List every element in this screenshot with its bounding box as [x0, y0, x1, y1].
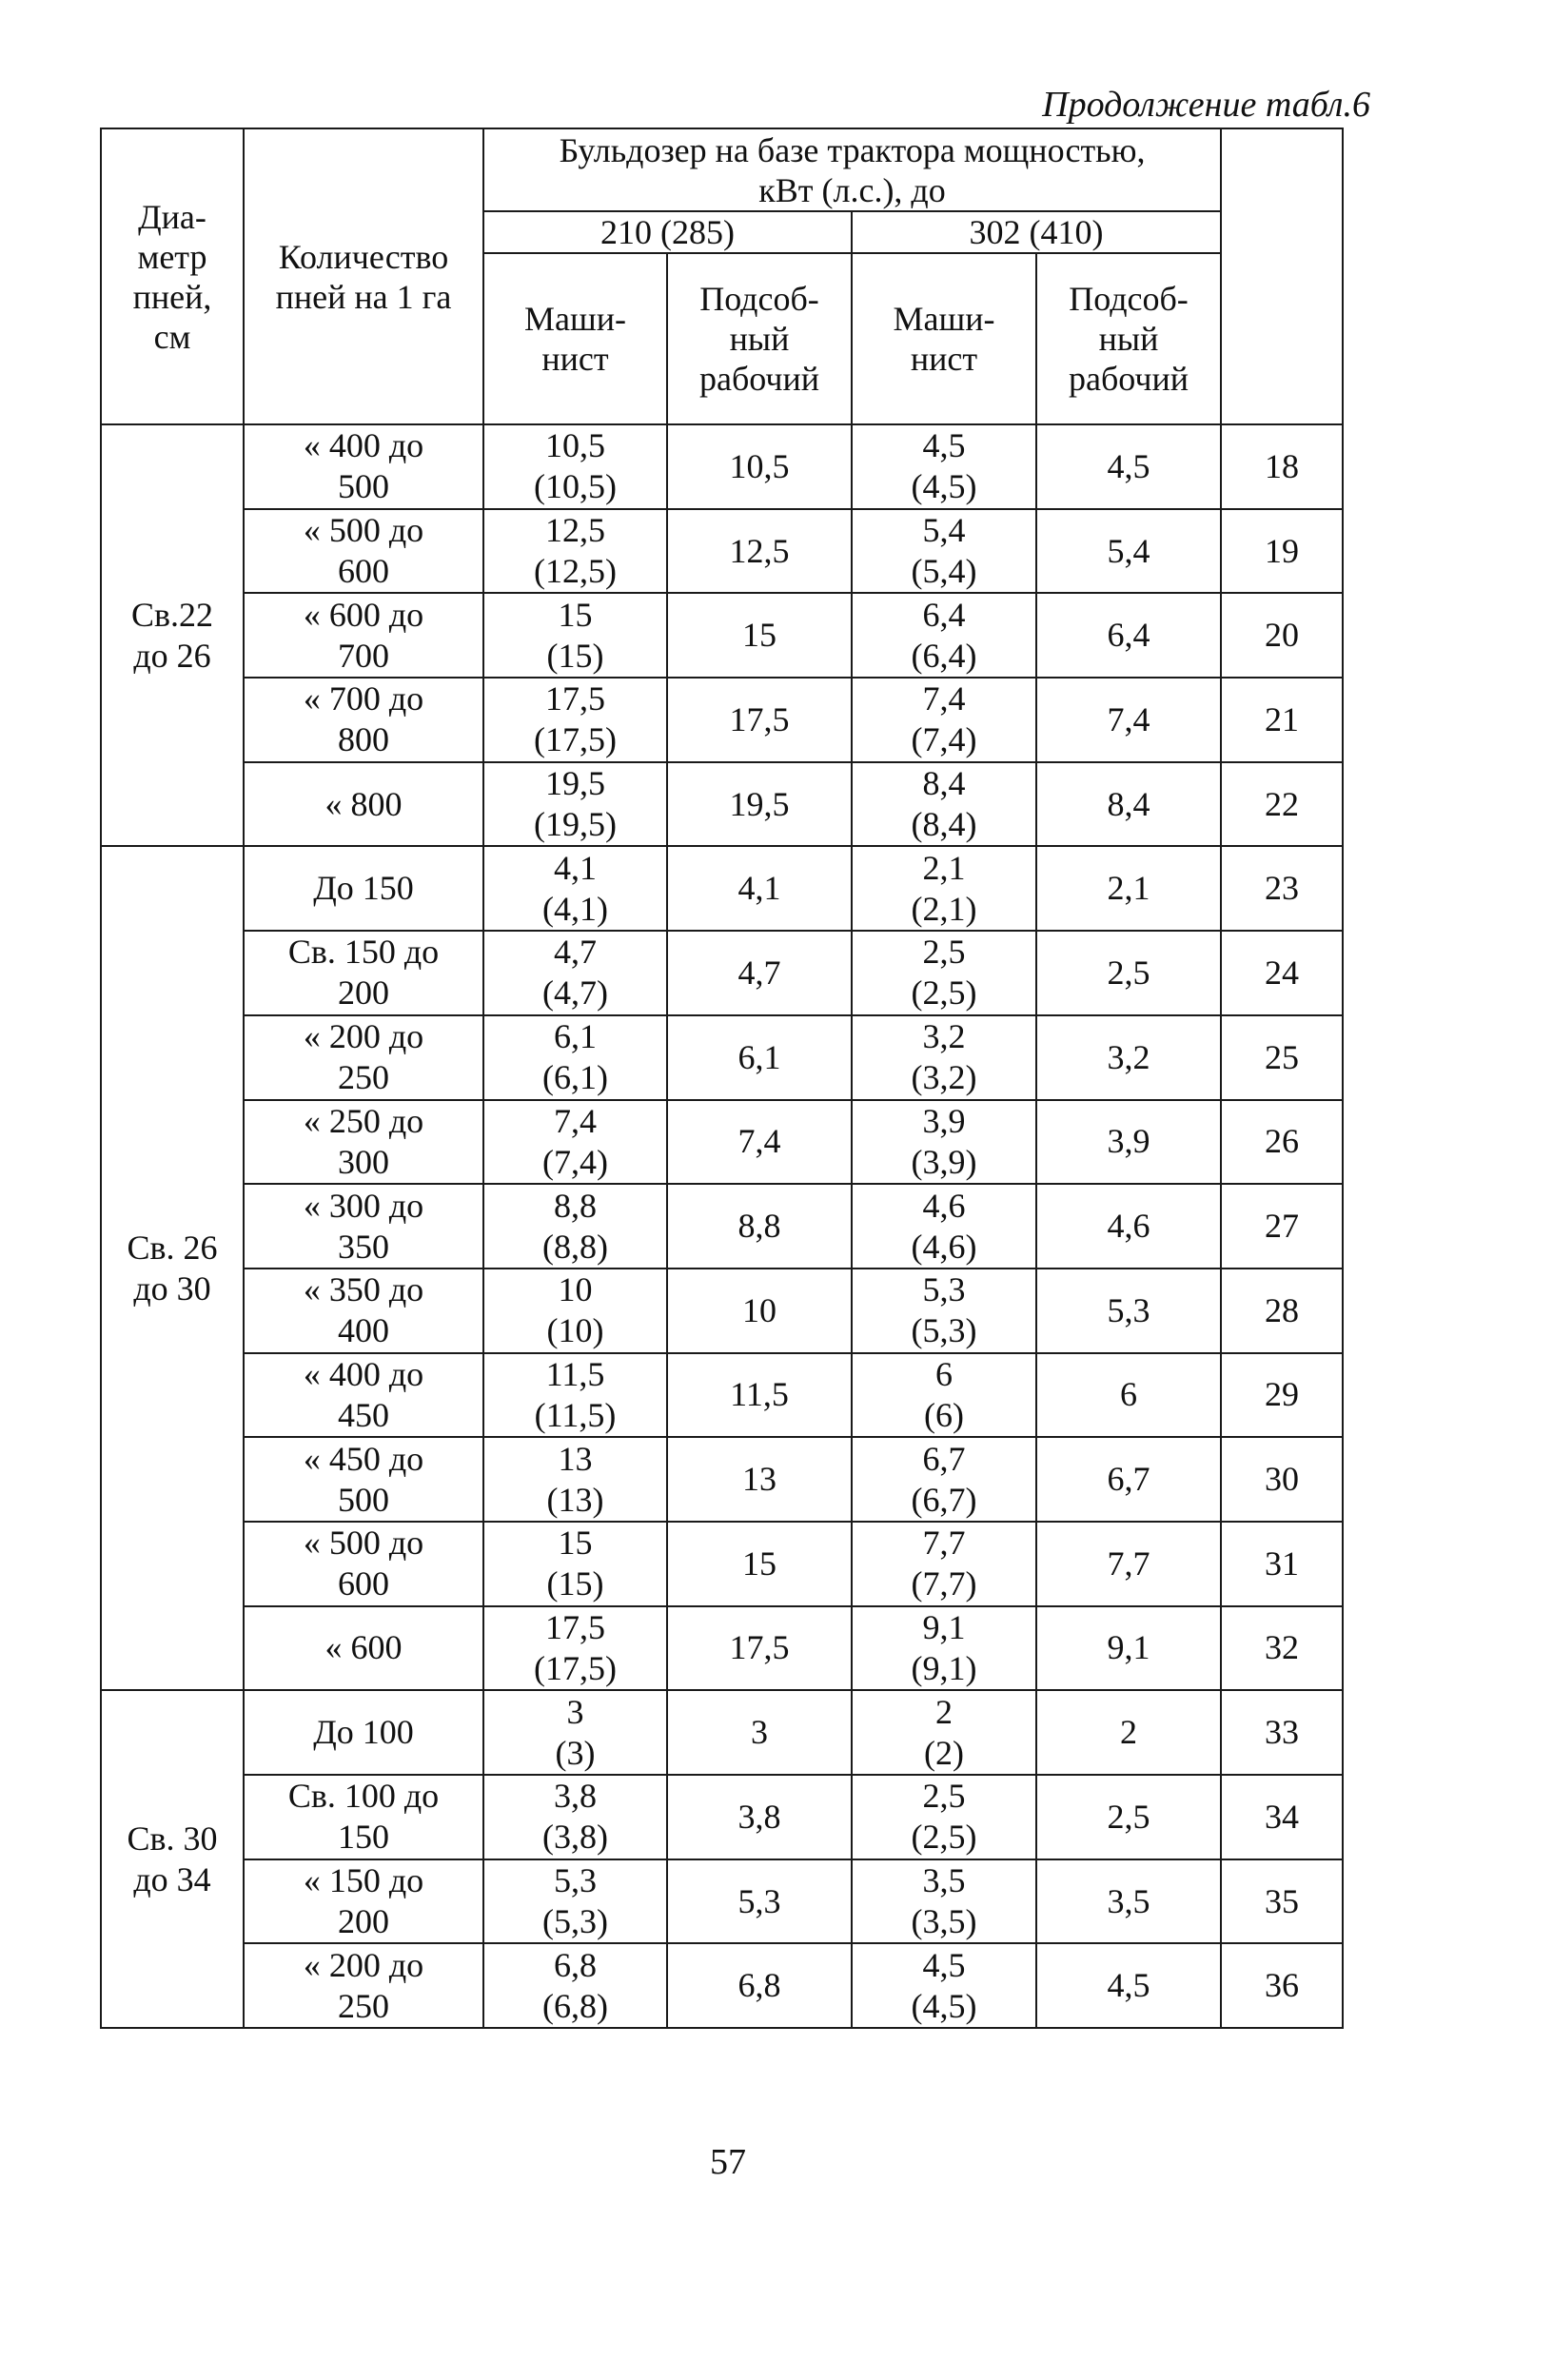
helper-210-cell: 11,5: [667, 1353, 852, 1438]
quantity-cell: Св. 150 до 200: [244, 931, 483, 1015]
quantity-cell: « 250 до 300: [244, 1100, 483, 1185]
quantity-cell: « 150 до 200: [244, 1859, 483, 1944]
table-header: [101, 128, 1343, 424]
diameter-group-cell: Св.22 до 26: [101, 424, 244, 846]
table-row: [101, 1943, 1343, 2028]
helper-302-cell: 4,5: [1036, 424, 1221, 509]
row-number-cell: 29: [1221, 1353, 1343, 1438]
quantity-cell: « 400 до 450: [244, 1353, 483, 1438]
row-number-cell: 24: [1221, 931, 1343, 1015]
helper-302-cell: 6: [1036, 1353, 1221, 1438]
row-number-cell: 36: [1221, 1943, 1343, 2028]
row-number-cell: 26: [1221, 1100, 1343, 1185]
table-row: [101, 593, 1343, 678]
quantity-cell: « 800: [244, 762, 483, 847]
helper-210-cell: 10: [667, 1269, 852, 1353]
machinist-302-cell: 6 (6): [852, 1353, 1036, 1438]
quantity-cell: « 600 до 700: [244, 593, 483, 678]
helper-210-cell: 15: [667, 1522, 852, 1606]
header-machinist-302: Маши- нист: [852, 253, 1036, 424]
machinist-302-cell: 7,7 (7,7): [852, 1522, 1036, 1606]
quantity-cell: До 150: [244, 846, 483, 931]
machinist-302-cell: 2,5 (2,5): [852, 931, 1036, 1015]
helper-302-cell: 2: [1036, 1690, 1221, 1775]
quantity-cell: « 300 до 350: [244, 1184, 483, 1269]
table-row: [101, 1775, 1343, 1859]
machinist-302-cell: 5,3 (5,3): [852, 1269, 1036, 1353]
helper-210-cell: 12,5: [667, 509, 852, 594]
machinist-210-cell: 11,5 (11,5): [483, 1353, 667, 1438]
helper-302-cell: 5,4: [1036, 509, 1221, 594]
quantity-cell: « 200 до 250: [244, 1943, 483, 2028]
machinist-302-cell: 6,7 (6,7): [852, 1437, 1036, 1522]
machinist-210-cell: 17,5 (17,5): [483, 1606, 667, 1691]
machinist-210-cell: 6,8 (6,8): [483, 1943, 667, 2028]
table-row: [101, 846, 1343, 931]
table-row: [101, 1015, 1343, 1100]
header-row-number: [1221, 128, 1343, 424]
row-number-cell: 34: [1221, 1775, 1343, 1859]
table-row: [101, 1100, 1343, 1185]
machinist-302-cell: 3,2 (3,2): [852, 1015, 1036, 1100]
row-number-cell: 23: [1221, 846, 1343, 931]
helper-302-cell: 7,4: [1036, 678, 1221, 762]
helper-210-cell: 5,3: [667, 1859, 852, 1944]
header-diameter: Диа- метр пней, см: [101, 128, 244, 424]
machinist-302-cell: 4,5 (4,5): [852, 1943, 1036, 2028]
table-continuation-caption: Продолжение табл.6: [1042, 85, 1370, 125]
row-number-cell: 30: [1221, 1437, 1343, 1522]
table-row: [101, 762, 1343, 847]
table-row: [101, 1184, 1343, 1269]
machinist-302-cell: 6,4 (6,4): [852, 593, 1036, 678]
table-row: [101, 1269, 1343, 1353]
machinist-210-cell: 6,1 (6,1): [483, 1015, 667, 1100]
machinist-302-cell: 2,1 (2,1): [852, 846, 1036, 931]
helper-302-cell: 2,1: [1036, 846, 1221, 931]
helper-302-cell: 3,9: [1036, 1100, 1221, 1185]
machinist-210-cell: 19,5 (19,5): [483, 762, 667, 847]
row-number-cell: 25: [1221, 1015, 1343, 1100]
header-power-302: 302 (410): [852, 211, 1221, 253]
row-number-cell: 22: [1221, 762, 1343, 847]
header-helper-210: Подсоб- ный рабочий: [667, 253, 852, 424]
machinist-302-cell: 8,4 (8,4): [852, 762, 1036, 847]
quantity-cell: « 500 до 600: [244, 1522, 483, 1606]
helper-210-cell: 8,8: [667, 1184, 852, 1269]
row-number-cell: 31: [1221, 1522, 1343, 1606]
table-row: [101, 1859, 1343, 1944]
quantity-cell: « 600: [244, 1606, 483, 1691]
machinist-210-cell: 12,5 (12,5): [483, 509, 667, 594]
quantity-cell: « 400 до 500: [244, 424, 483, 509]
helper-302-cell: 4,6: [1036, 1184, 1221, 1269]
machinist-302-cell: 3,9 (3,9): [852, 1100, 1036, 1185]
header-quantity: Количество пней на 1 га: [244, 128, 483, 424]
machinist-210-cell: 10 (10): [483, 1269, 667, 1353]
helper-302-cell: 3,2: [1036, 1015, 1221, 1100]
helper-302-cell: 6,4: [1036, 593, 1221, 678]
helper-210-cell: 3: [667, 1690, 852, 1775]
header-machinist-210: Маши- нист: [483, 253, 667, 424]
machinist-302-cell: 4,5 (4,5): [852, 424, 1036, 509]
row-number-cell: 21: [1221, 678, 1343, 762]
machinist-302-cell: 2,5 (2,5): [852, 1775, 1036, 1859]
quantity-cell: « 500 до 600: [244, 509, 483, 594]
row-number-cell: 20: [1221, 593, 1343, 678]
row-number-cell: 28: [1221, 1269, 1343, 1353]
quantity-cell: « 200 до 250: [244, 1015, 483, 1100]
diameter-group-cell: Св. 26 до 30: [101, 846, 244, 1690]
helper-210-cell: 4,1: [667, 846, 852, 931]
helper-210-cell: 19,5: [667, 762, 852, 847]
table-row: [101, 424, 1343, 509]
helper-302-cell: 4,5: [1036, 1943, 1221, 2028]
table-body: [101, 424, 1343, 2028]
helper-302-cell: 5,3: [1036, 1269, 1221, 1353]
machinist-210-cell: 4,1 (4,1): [483, 846, 667, 931]
machinist-302-cell: 9,1 (9,1): [852, 1606, 1036, 1691]
page-number: 57: [710, 2142, 746, 2182]
helper-210-cell: 7,4: [667, 1100, 852, 1185]
helper-302-cell: 3,5: [1036, 1859, 1221, 1944]
machinist-210-cell: 3 (3): [483, 1690, 667, 1775]
machinist-210-cell: 7,4 (7,4): [483, 1100, 667, 1185]
table-row: [101, 1690, 1343, 1775]
helper-210-cell: 10,5: [667, 424, 852, 509]
norms-table: [100, 128, 1344, 2029]
helper-210-cell: 3,8: [667, 1775, 852, 1859]
machinist-302-cell: 3,5 (3,5): [852, 1859, 1036, 1944]
table-row: [101, 931, 1343, 1015]
helper-210-cell: 6,8: [667, 1943, 852, 2028]
machinist-210-cell: 17,5 (17,5): [483, 678, 667, 762]
quantity-cell: Св. 100 до 150: [244, 1775, 483, 1859]
helper-210-cell: 17,5: [667, 1606, 852, 1691]
table-row: [101, 509, 1343, 594]
machinist-302-cell: 7,4 (7,4): [852, 678, 1036, 762]
helper-210-cell: 4,7: [667, 931, 852, 1015]
table-row: [101, 1522, 1343, 1606]
helper-302-cell: 6,7: [1036, 1437, 1221, 1522]
helper-302-cell: 7,7: [1036, 1522, 1221, 1606]
helper-302-cell: 9,1: [1036, 1606, 1221, 1691]
machinist-210-cell: 10,5 (10,5): [483, 424, 667, 509]
table-row: [101, 678, 1343, 762]
header-bulldozer: Бульдозер на базе трактора мощностью, кВт (л.с.), до: [483, 128, 1221, 211]
helper-210-cell: 6,1: [667, 1015, 852, 1100]
header-helper-302: Подсоб- ный рабочий: [1036, 253, 1221, 424]
quantity-cell: « 450 до 500: [244, 1437, 483, 1522]
quantity-cell: « 350 до 400: [244, 1269, 483, 1353]
helper-210-cell: 13: [667, 1437, 852, 1522]
row-number-cell: 18: [1221, 424, 1343, 509]
machinist-210-cell: 15 (15): [483, 593, 667, 678]
row-number-cell: 32: [1221, 1606, 1343, 1691]
machinist-210-cell: 15 (15): [483, 1522, 667, 1606]
quantity-cell: « 700 до 800: [244, 678, 483, 762]
machinist-210-cell: 5,3 (5,3): [483, 1859, 667, 1944]
header-power-210: 210 (285): [483, 211, 852, 253]
diameter-group-cell: Св. 30 до 34: [101, 1690, 244, 2028]
machinist-302-cell: 2 (2): [852, 1690, 1036, 1775]
row-number-cell: 19: [1221, 509, 1343, 594]
machinist-210-cell: 3,8 (3,8): [483, 1775, 667, 1859]
table-row: [101, 1437, 1343, 1522]
helper-302-cell: 2,5: [1036, 1775, 1221, 1859]
machinist-210-cell: 4,7 (4,7): [483, 931, 667, 1015]
helper-210-cell: 15: [667, 593, 852, 678]
quantity-cell: До 100: [244, 1690, 483, 1775]
helper-302-cell: 8,4: [1036, 762, 1221, 847]
helper-210-cell: 17,5: [667, 678, 852, 762]
helper-302-cell: 2,5: [1036, 931, 1221, 1015]
row-number-cell: 35: [1221, 1859, 1343, 1944]
table-row: [101, 1606, 1343, 1691]
machinist-302-cell: 5,4 (5,4): [852, 509, 1036, 594]
machinist-210-cell: 8,8 (8,8): [483, 1184, 667, 1269]
row-number-cell: 27: [1221, 1184, 1343, 1269]
table-row: [101, 1353, 1343, 1438]
machinist-210-cell: 13 (13): [483, 1437, 667, 1522]
row-number-cell: 33: [1221, 1690, 1343, 1775]
machinist-302-cell: 4,6 (4,6): [852, 1184, 1036, 1269]
